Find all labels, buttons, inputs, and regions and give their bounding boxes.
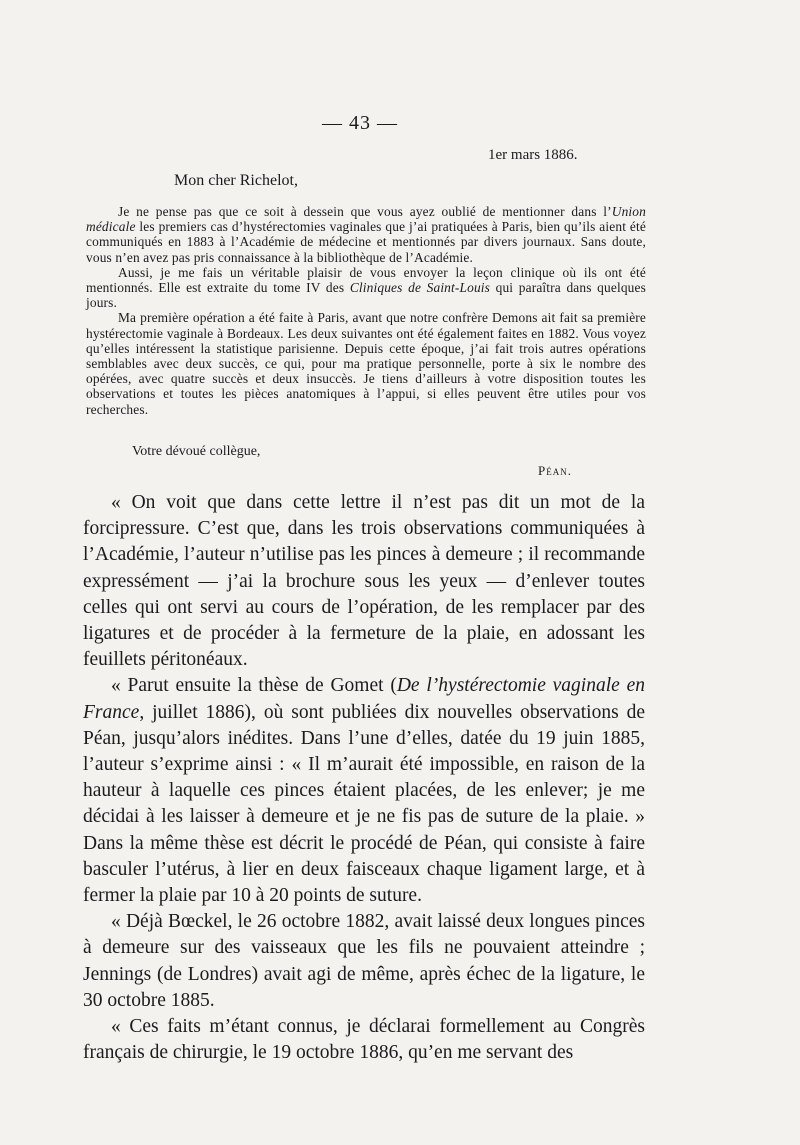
letter-paragraph: [86, 204, 646, 265]
text-run: les premiers cas d’hystérectomies vaginales que j’ai pratiquées à Paris, bien qu’ils aient été communiqués en 1883 à l’Académie de médecine et mentionnés par divers journaux. Sans doute, vous n’en avez pas pris connaissance à la bibliothèque de l’Académie.: [86, 219, 646, 265]
text-run: « Parut ensuite la thèse de Gomet (: [111, 675, 397, 697]
letter-date: 1er mars 1886.: [488, 147, 578, 163]
body-paragraph: « On voit que dans cette lettre il n’est pas dit un mot de la forcipressure. C’est que, dans les trois observations communiquées à l’Académie, l’auteur n’utilise pas les pinces à demeure ; il recommande expressément — j’ai la brochure sous les yeux — d’enlever toutes celles qui ont servi au cours de l’opération, de les remplacer par des ligatures et de procéder à la fermeture de la plaie, en adossant les feuillets péritonéaux.: [83, 492, 645, 671]
book-title: Cliniques de Saint-Louis: [349, 280, 491, 296]
main-text: [83, 490, 645, 1066]
letter-paragraph: [86, 265, 646, 311]
page-number: — 43 —: [322, 112, 398, 134]
body-paragraph: [83, 673, 645, 909]
text-run: , juillet 1886), où sont publiées dix nouvelles observations de Péan, jusqu’alors inédites. Dans l’une d’elles, datée du 19 juin 1885, l’auteur s’exprime ainsi : « Il m’aurait été impossible, en raison de la hauteur à laquelle ces pinces étaient placées, de les enlever; je me décidai à les laisser à demeure et je ne fis pas de suture de la plaie. » Dans la même thèse est décrit le procédé de Péan, qui consiste à faire basculer l’utérus, à lier en deux faisceaux chaque ligament large, et à fermer la plaie par 10 à 20 points de suture.: [83, 701, 645, 907]
body-paragraph: « Ces faits m’étant connus, je déclarai formellement au Congrès français de chirurgie, le 19 octobre 1886, qu’en me servant des: [83, 1016, 645, 1064]
letter-body: [86, 204, 646, 417]
letter-salutation: Mon cher Richelot,: [174, 172, 298, 189]
text-run: qui paraîtra dans quelques jours.: [86, 280, 646, 311]
letter-closing: Votre dévoué collègue,: [132, 444, 261, 459]
journal-title: Union médicale: [86, 204, 646, 235]
letter-paragraph: Ma première opération a été faite à Paris, avant que notre confrère Demons ait fait sa première hystérectomie vaginale à Bordeaux. Les deux suivantes ont été également faites en 1882. Vous voyez qu’elles intéressent la statistique parisienne. Depuis cette époque, j’ai fait trois autres opérations semblables avec deux succès, ce qui, pour ma pratique personnelle, porte à six le nombre des opérées, avec quatre succès et deux insuccès. Je tiens d’ailleurs à votre disposition toutes les observations et toutes les pièces anatomiques à l’appui, si elles peuvent être utiles pour vos recherches.: [86, 310, 646, 417]
body-paragraph: « Déjà Bœckel, le 26 octobre 1882, avait laissé deux longues pinces à demeure sur des vaisseaux que les fils ne pouvaient atteindre ; Jennings (de Londres) avait agi de même, après échec de la ligature, le 30 octobre 1885.: [83, 911, 645, 1011]
text-run: Aussi, je me fais un véritable plaisir de vous envoyer la leçon clinique où ils ont été mentionnés. Elle est extraite du tome IV des: [86, 264, 646, 296]
text-run: Je ne pense pas que ce soit à dessein que vous ayez oublié de mentionner dans l’: [118, 204, 612, 219]
letter-signature: Péan.: [538, 463, 572, 478]
thesis-title: De l’hystérectomie vaginale en France: [83, 675, 645, 723]
